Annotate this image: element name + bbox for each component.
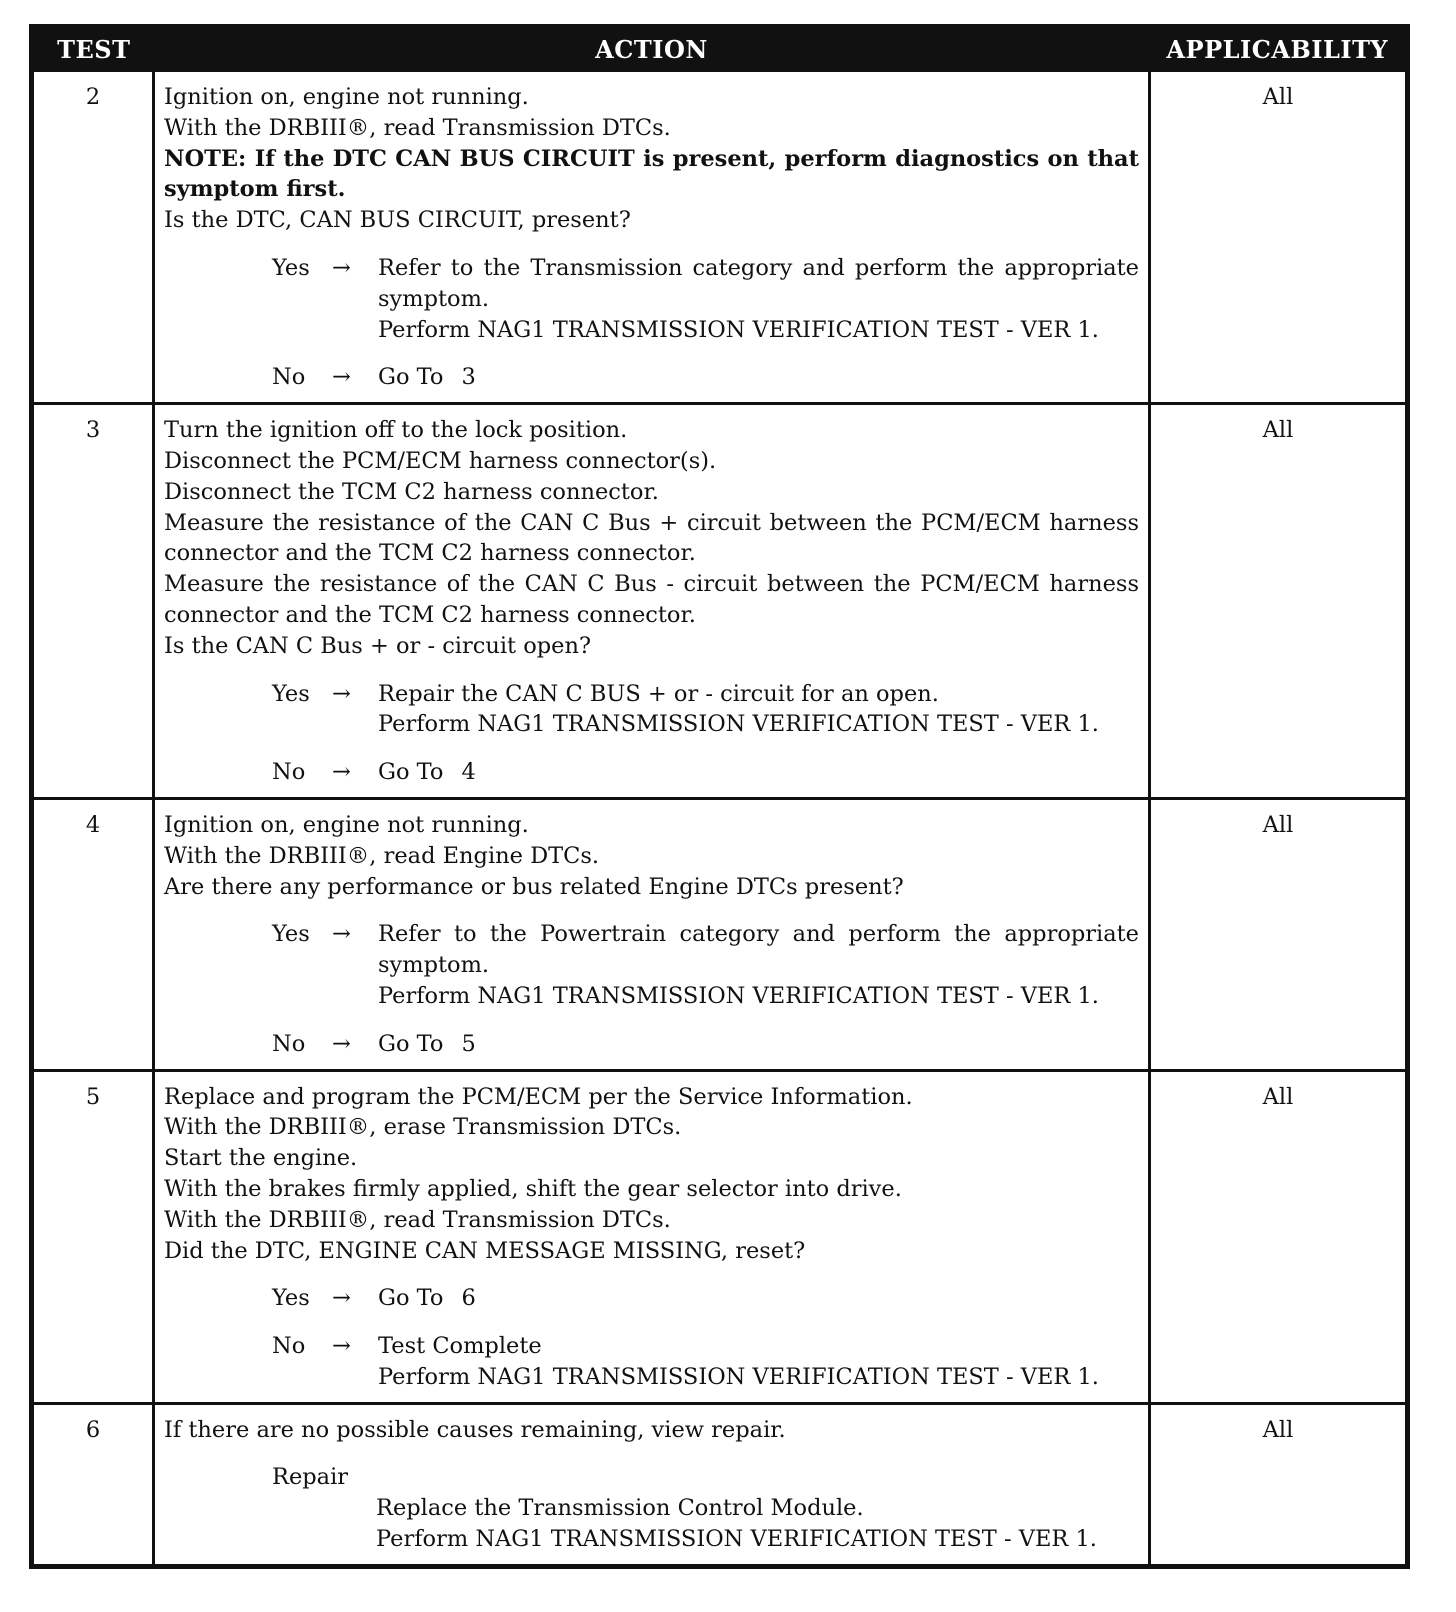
answer-line: Test Complete <box>378 1333 542 1360</box>
goto-number: 4 <box>461 759 476 786</box>
step-text: With the brakes firmly applied, shift the gear selector into drive. <box>164 1175 902 1202</box>
arrow-icon: → <box>332 254 351 281</box>
answer-key: Yes <box>272 921 310 948</box>
answer-body <box>378 362 1139 393</box>
answer-no <box>164 1331 1139 1393</box>
answer-key: No <box>272 1333 306 1360</box>
answer-line: Perform NAG1 TRANSMISSION VERIFICATION TEST - VER 1. <box>378 982 1099 1009</box>
action-cell <box>154 71 1150 404</box>
test-number: 3 <box>32 404 154 799</box>
answer-key: Yes <box>272 254 310 281</box>
answer-yes <box>164 679 1139 741</box>
step-text: With the DRBIII®, read Transmission DTCs. <box>164 1206 671 1233</box>
arrow-icon: → <box>332 1333 351 1360</box>
applicability-value: All <box>1150 71 1408 404</box>
goto-number: 3 <box>461 364 476 391</box>
answer-yes <box>164 253 1139 345</box>
test-number: 4 <box>32 798 154 1070</box>
step-text: Turn the ignition off to the lock position. <box>164 417 628 444</box>
arrow-icon: → <box>332 759 351 786</box>
step-text: Start the engine. <box>164 1145 358 1172</box>
test-row <box>32 1403 1408 1566</box>
step-text: Ignition on, engine not running. <box>164 811 529 838</box>
arrow-icon: → <box>332 921 351 948</box>
answer-body <box>378 1283 1139 1314</box>
answer-line: Perform NAG1 TRANSMISSION VERIFICATION TEST - VER 1. <box>378 711 1099 738</box>
column-header-test: TEST <box>32 27 154 71</box>
answer-key: Yes <box>272 1285 310 1312</box>
step-text: With the DRBIII®, read Engine DTCs. <box>164 842 600 869</box>
step-text: Ignition on, engine not running. <box>164 84 529 110</box>
answer-list <box>164 1283 1139 1392</box>
answer-body <box>378 679 1139 741</box>
answer-line: Repair the CAN C BUS + or - circuit for an open. <box>378 680 939 707</box>
repair-lines <box>376 1493 1139 1555</box>
repair-block <box>164 1462 1139 1554</box>
test-row <box>32 71 1408 404</box>
answer-list <box>164 919 1139 1059</box>
goto-label: Go To <box>378 1285 444 1312</box>
goto-number: 5 <box>461 1030 476 1057</box>
goto-number: 6 <box>461 1285 476 1312</box>
step-text: Disconnect the PCM/ECM harness connector(s). <box>164 447 717 474</box>
answer-body <box>378 919 1139 1011</box>
step-text: Measure the resistance of the CAN C Bus - circuit between the PCM/ECM harness connector and the TCM C2 harness connector. <box>164 571 1139 628</box>
answer-body <box>378 1029 1139 1060</box>
answer-list <box>164 679 1139 788</box>
action-cell <box>154 798 1150 1070</box>
note-text: NOTE: If the DTC CAN BUS CIRCUIT is present, perform diagnostics on that symptom first. <box>164 145 1139 203</box>
answer-no <box>164 362 1139 393</box>
test-number: 5 <box>32 1070 154 1403</box>
applicability-value: All <box>1150 1403 1408 1566</box>
arrow-icon: → <box>332 680 351 707</box>
step-text: If there are no possible causes remaining, view repair. <box>164 1416 786 1443</box>
goto-label: Go To <box>378 1030 444 1057</box>
answer-key: No <box>272 1030 306 1057</box>
repair-label: Repair <box>272 1464 349 1491</box>
goto-label: Go To <box>378 364 444 391</box>
test-row <box>32 1070 1408 1403</box>
answer-no <box>164 1029 1139 1060</box>
diagnostic-test-sheet <box>29 24 1405 1569</box>
answer-list <box>164 253 1139 393</box>
table-header-row <box>32 27 1408 71</box>
answer-body <box>378 1331 1139 1393</box>
table-body <box>32 71 1408 1567</box>
answer-key: No <box>272 759 306 786</box>
answer-yes <box>164 1283 1139 1314</box>
step-text: Disconnect the TCM C2 harness connector. <box>164 478 659 505</box>
column-header-action: ACTION <box>154 27 1150 71</box>
step-text: Is the CAN C Bus + or - circuit open? <box>164 632 592 659</box>
applicability-value: All <box>1150 798 1408 1070</box>
step-text: Is the DTC, CAN BUS CIRCUIT, present? <box>164 207 631 234</box>
goto-label: Go To <box>378 759 444 786</box>
answer-no <box>164 757 1139 788</box>
arrow-icon: → <box>332 364 351 391</box>
answer-key: Yes <box>272 680 310 707</box>
answer-key: No <box>272 364 306 391</box>
step-text: With the DRBIII®, read Transmission DTCs. <box>164 114 671 141</box>
step-text: Are there any performance or bus related Engine DTCs present? <box>164 873 904 900</box>
answer-body <box>378 757 1139 788</box>
answer-line: Refer to the Powertrain category and perform the appropriate symptom. <box>378 921 1139 979</box>
answer-line: Refer to the Transmission category and perform the appropriate symptom. <box>378 254 1139 312</box>
step-text: Did the DTC, ENGINE CAN MESSAGE MISSING, reset? <box>164 1237 806 1264</box>
action-cell <box>154 1070 1150 1403</box>
action-cell <box>154 404 1150 799</box>
applicability-value: All <box>1150 404 1408 799</box>
arrow-icon: → <box>332 1030 351 1057</box>
answer-yes <box>164 919 1139 1011</box>
action-cell <box>154 1403 1150 1566</box>
repair-line: Replace the Transmission Control Module. <box>376 1495 864 1522</box>
test-number: 2 <box>32 71 154 404</box>
column-header-applicability: APPLICABILITY <box>1150 27 1408 71</box>
applicability-value: All <box>1150 1070 1408 1403</box>
answer-line: Perform NAG1 TRANSMISSION VERIFICATION TEST - VER 1. <box>378 1363 1099 1390</box>
answer-body <box>378 253 1139 345</box>
repair-line: Perform NAG1 TRANSMISSION VERIFICATION TEST - VER 1. <box>376 1526 1097 1553</box>
answer-line: Perform NAG1 TRANSMISSION VERIFICATION TEST - VER 1. <box>378 316 1099 343</box>
step-text: Measure the resistance of the CAN C Bus + circuit between the PCM/ECM harness connector and the TCM C2 harness connector. <box>164 509 1139 567</box>
test-row <box>32 798 1408 1070</box>
arrow-icon: → <box>332 1285 351 1312</box>
diagnostic-table <box>29 24 1410 1569</box>
test-row <box>32 404 1408 799</box>
step-text: Replace and program the PCM/ECM per the Service Information. <box>164 1083 913 1110</box>
step-text: With the DRBIII®, erase Transmission DTCs. <box>164 1114 682 1141</box>
test-number: 6 <box>32 1403 154 1566</box>
